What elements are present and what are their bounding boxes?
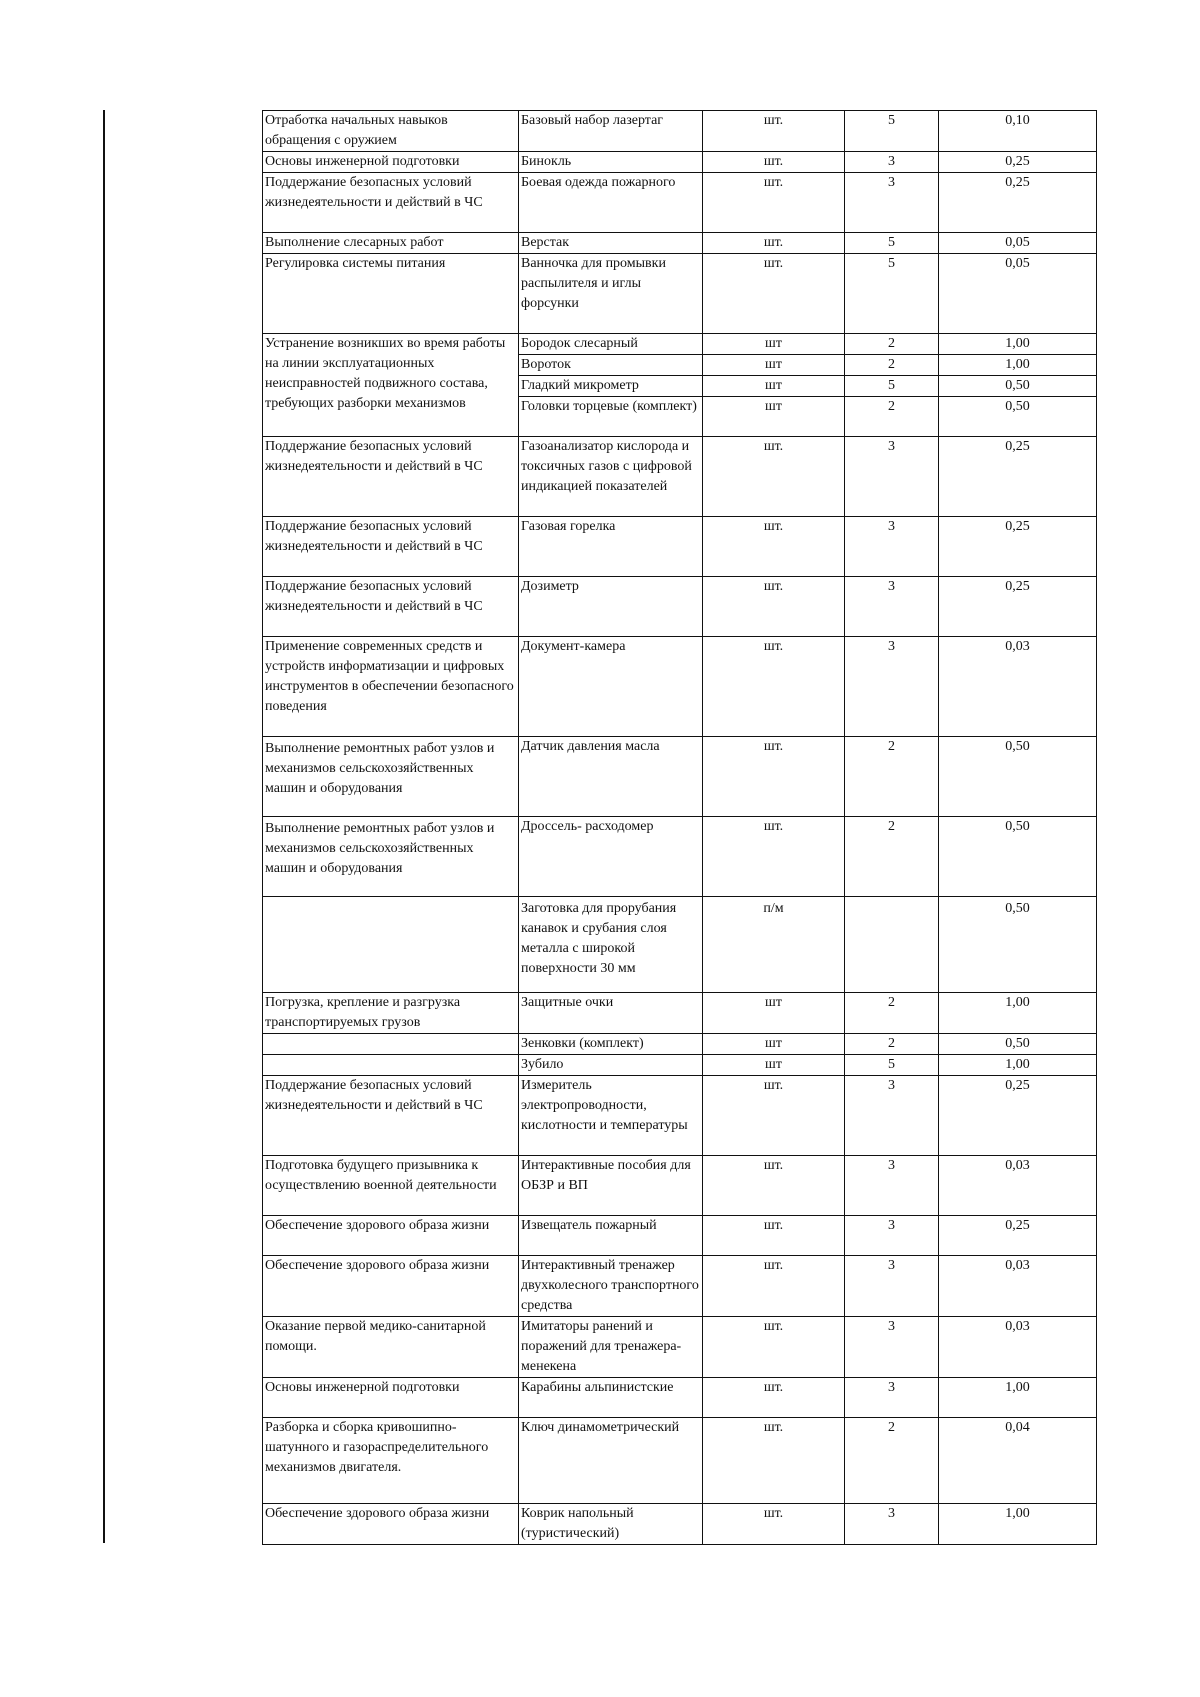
coef-cell: 0,25 <box>939 1076 1097 1156</box>
qty-cell: 3 <box>845 152 939 173</box>
table-row <box>263 1504 1097 1545</box>
qty-cell: 5 <box>845 233 939 254</box>
qty-cell: 5 <box>845 111 939 152</box>
qty-cell: 3 <box>845 173 939 233</box>
activity-cell: Поддержание безопасных условий жизнедеятельности и действий в ЧС <box>263 577 519 637</box>
qty-cell: 3 <box>845 1076 939 1156</box>
unit-cell: шт. <box>703 577 845 637</box>
item-cell: Заготовка для прорубания канавок и срубания слоя металла с широкой поверхности 30 мм <box>519 897 703 993</box>
item-cell: Дозиметр <box>519 577 703 637</box>
item-cell: Зенковки (комплект) <box>519 1034 703 1055</box>
table-row <box>263 1156 1097 1216</box>
unit-cell: шт. <box>703 1076 845 1156</box>
unit-cell: шт. <box>703 1216 845 1256</box>
unit-cell: шт. <box>703 233 845 254</box>
item-cell: Интерактивный тренажер двухколесного транспортного средства <box>519 1256 703 1317</box>
activity-cell <box>263 1055 519 1076</box>
coef-cell: 0,03 <box>939 1317 1097 1378</box>
table-row <box>263 1076 1097 1156</box>
item-cell: Имитаторы ранений и поражений для тренажера-менекена <box>519 1317 703 1378</box>
activity-cell: Основы инженерной подготовки <box>263 1378 519 1418</box>
unit-cell: шт. <box>703 737 845 817</box>
coef-cell: 0,05 <box>939 254 1097 334</box>
table-row <box>263 254 1097 334</box>
unit-cell: шт. <box>703 152 845 173</box>
activity-cell: Поддержание безопасных условий жизнедеятельности и действий в ЧС <box>263 1076 519 1156</box>
item-cell: Боевая одежда пожарного <box>519 173 703 233</box>
item-cell: Газоанализатор кислорода и токсичных газов с цифровой индикацией показателей <box>519 437 703 517</box>
unit-cell: шт. <box>703 173 845 233</box>
activity-cell: Регулировка системы питания <box>263 254 519 334</box>
table-row <box>263 737 1097 817</box>
qty-cell: 3 <box>845 437 939 517</box>
activity-cell: Выполнение слесарных работ <box>263 233 519 254</box>
qty-cell: 3 <box>845 637 939 737</box>
coef-cell: 0,25 <box>939 577 1097 637</box>
coef-cell: 0,04 <box>939 1418 1097 1504</box>
coef-cell: 0,25 <box>939 173 1097 233</box>
qty-cell: 2 <box>845 1418 939 1504</box>
item-cell: Коврик напольный (туристический) <box>519 1504 703 1545</box>
activity-cell: Отработка начальных навыков обращения с оружием <box>263 111 519 152</box>
unit-cell: шт. <box>703 517 845 577</box>
unit-cell: шт. <box>703 817 845 897</box>
item-cell: Бинокль <box>519 152 703 173</box>
coef-cell: 0,03 <box>939 1256 1097 1317</box>
coef-cell: 1,00 <box>939 355 1097 376</box>
activity-cell: Оказание первой медико-санитарной помощи. <box>263 1317 519 1378</box>
table-row <box>263 1378 1097 1418</box>
activity-cell: Обеспечение здорового образа жизни <box>263 1504 519 1545</box>
coef-cell: 1,00 <box>939 1055 1097 1076</box>
table-row <box>263 1317 1097 1378</box>
activity-cell: Применение современных средств и устройств информатизации и цифровых инструментов в обеспечении безопасного поведения <box>263 637 519 737</box>
qty-cell: 5 <box>845 376 939 397</box>
table-row <box>263 993 1097 1034</box>
item-cell: Бородок слесарный <box>519 334 703 355</box>
table-row <box>263 111 1097 152</box>
unit-cell: шт <box>703 1055 845 1076</box>
unit-cell: шт. <box>703 111 845 152</box>
activity-cell: Обеспечение здорового образа жизни <box>263 1256 519 1317</box>
qty-cell: 3 <box>845 1216 939 1256</box>
activity-cell: Разборка и сборка кривошипно-шатунного и газораспределительного механизмов двигателя. <box>263 1418 519 1504</box>
activity-cell: Поддержание безопасных условий жизнедеятельности и действий в ЧС <box>263 517 519 577</box>
unit-cell: шт. <box>703 1256 845 1317</box>
qty-cell: 3 <box>845 1256 939 1317</box>
table-row <box>263 1055 1097 1076</box>
unit-cell: шт <box>703 397 845 437</box>
coef-cell: 0,50 <box>939 817 1097 897</box>
equipment-table <box>262 110 1097 1545</box>
item-cell: Базовый набор лазертаг <box>519 111 703 152</box>
coef-cell: 0,50 <box>939 1034 1097 1055</box>
activity-cell: Основы инженерной подготовки <box>263 152 519 173</box>
activity-cell: Погрузка, крепление и разгрузка транспортируемых грузов <box>263 993 519 1034</box>
table-row <box>263 577 1097 637</box>
activity-cell: Поддержание безопасных условий жизнедеятельности и действий в ЧС <box>263 437 519 517</box>
unit-cell: шт <box>703 376 845 397</box>
item-cell: Головки торцевые (комплект) <box>519 397 703 437</box>
activity-cell <box>263 1034 519 1055</box>
table-row <box>263 233 1097 254</box>
qty-cell: 3 <box>845 1156 939 1216</box>
item-cell: Ключ динамометрический <box>519 1418 703 1504</box>
activity-cell: Обеспечение здорового образа жизни <box>263 1216 519 1256</box>
table-row <box>263 1216 1097 1256</box>
unit-cell: шт. <box>703 254 845 334</box>
qty-cell: 5 <box>845 254 939 334</box>
coef-cell: 0,50 <box>939 397 1097 437</box>
table-row <box>263 1256 1097 1317</box>
item-cell: Дроссель- расходомер <box>519 817 703 897</box>
unit-cell: шт. <box>703 1504 845 1545</box>
qty-cell: 3 <box>845 517 939 577</box>
qty-cell: 2 <box>845 817 939 897</box>
qty-cell: 5 <box>845 1055 939 1076</box>
table-row <box>263 517 1097 577</box>
qty-cell: 2 <box>845 355 939 376</box>
table-row <box>263 817 1097 897</box>
table-row <box>263 897 1097 993</box>
qty-cell: 2 <box>845 397 939 437</box>
activity-cell: Устранение возникших во время работы на линии эксплуатационных неисправностей подвижного состава, требующих разборки механизмов <box>263 334 519 437</box>
coef-cell: 0,25 <box>939 517 1097 577</box>
qty-cell <box>845 897 939 993</box>
activity-cell: Подготовка будущего призывника к осуществлению военной деятельности <box>263 1156 519 1216</box>
unit-cell: шт. <box>703 637 845 737</box>
activity-cell: Выполнение ремонтных работ узлов и механизмов сельскохозяйственных машин и оборудования <box>263 817 519 897</box>
unit-cell: шт. <box>703 1317 845 1378</box>
item-cell: Интерактивные пособия для ОБЗР и ВП <box>519 1156 703 1216</box>
qty-cell: 2 <box>845 993 939 1034</box>
qty-cell: 3 <box>845 1317 939 1378</box>
item-cell: Зубило <box>519 1055 703 1076</box>
table-row <box>263 334 1097 355</box>
coef-cell: 0,50 <box>939 897 1097 993</box>
coef-cell: 0,50 <box>939 737 1097 817</box>
item-cell: Верстак <box>519 233 703 254</box>
coef-cell: 0,25 <box>939 152 1097 173</box>
item-cell: Извещатель пожарный <box>519 1216 703 1256</box>
activity-cell: Выполнение ремонтных работ узлов и механизмов сельскохозяйственных машин и оборудования <box>263 737 519 817</box>
table-row <box>263 1034 1097 1055</box>
unit-cell: шт. <box>703 1378 845 1418</box>
coef-cell: 1,00 <box>939 993 1097 1034</box>
item-cell: Защитные очки <box>519 993 703 1034</box>
item-cell: Гладкий микрометр <box>519 376 703 397</box>
activity-cell: Поддержание безопасных условий жизнедеятельности и действий в ЧС <box>263 173 519 233</box>
unit-cell: шт. <box>703 437 845 517</box>
coef-cell: 0,05 <box>939 233 1097 254</box>
item-cell: Ванночка для промывки распылителя и иглы форсунки <box>519 254 703 334</box>
coef-cell: 0,10 <box>939 111 1097 152</box>
item-cell: Газовая горелка <box>519 517 703 577</box>
left-margin-rule <box>103 110 105 1543</box>
coef-cell: 1,00 <box>939 1504 1097 1545</box>
activity-cell <box>263 897 519 993</box>
qty-cell: 2 <box>845 737 939 817</box>
table-row <box>263 173 1097 233</box>
unit-cell: шт. <box>703 1418 845 1504</box>
item-cell: Документ-камера <box>519 637 703 737</box>
table-row <box>263 1418 1097 1504</box>
coef-cell: 0,03 <box>939 637 1097 737</box>
table-row <box>263 437 1097 517</box>
qty-cell: 3 <box>845 1504 939 1545</box>
table-row <box>263 152 1097 173</box>
qty-cell: 3 <box>845 1378 939 1418</box>
item-cell: Измеритель электропроводности, кислотности и температуры <box>519 1076 703 1156</box>
qty-cell: 3 <box>845 577 939 637</box>
unit-cell: шт <box>703 334 845 355</box>
item-cell: Датчик давления масла <box>519 737 703 817</box>
item-cell: Карабины альпинистские <box>519 1378 703 1418</box>
coef-cell: 1,00 <box>939 334 1097 355</box>
unit-cell: п/м <box>703 897 845 993</box>
coef-cell: 0,25 <box>939 437 1097 517</box>
coef-cell: 0,50 <box>939 376 1097 397</box>
unit-cell: шт. <box>703 1156 845 1216</box>
item-cell: Вороток <box>519 355 703 376</box>
coef-cell: 1,00 <box>939 1378 1097 1418</box>
qty-cell: 2 <box>845 334 939 355</box>
unit-cell: шт <box>703 355 845 376</box>
coef-cell: 0,03 <box>939 1156 1097 1216</box>
table-row <box>263 637 1097 737</box>
unit-cell: шт <box>703 1034 845 1055</box>
coef-cell: 0,25 <box>939 1216 1097 1256</box>
qty-cell: 2 <box>845 1034 939 1055</box>
unit-cell: шт <box>703 993 845 1034</box>
